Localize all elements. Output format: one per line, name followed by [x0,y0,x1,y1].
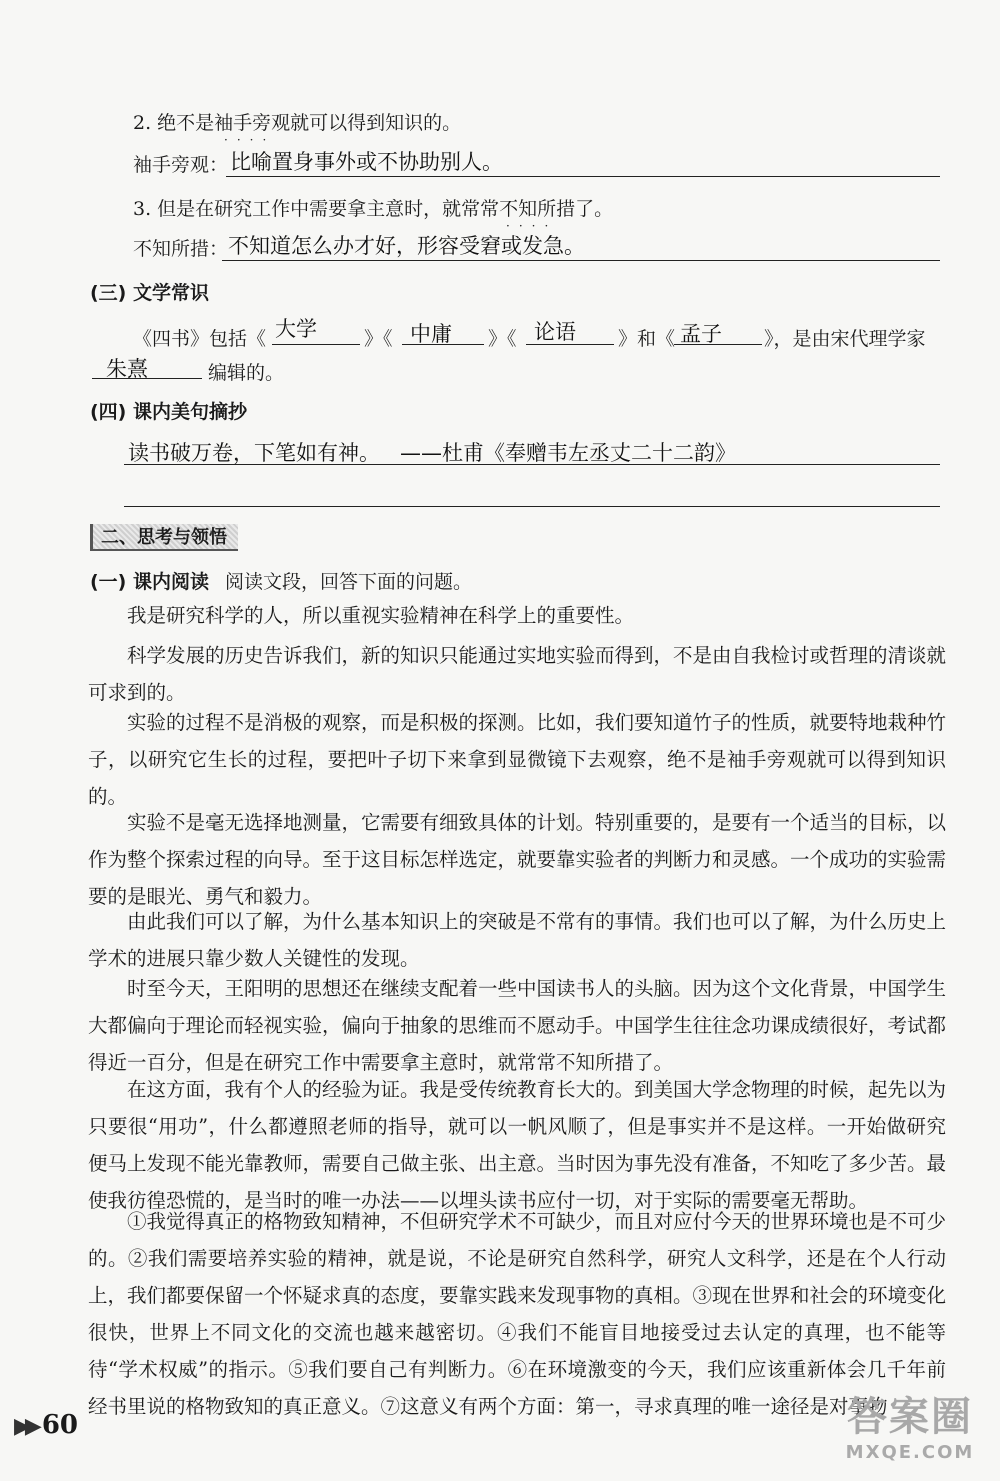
reading-paragraph: 实验不是毫无选择地测量，它需要有细致具体的计划。特别重要的，是要有一个适当的目标，以作为整个探索过程的向导。至于这目标怎样选定，就要靠实验者的判断力和灵感。一个成功的实验需要的是眼光、勇气和毅力。 [88,811,947,908]
reading-instruction: 阅读文段，回答下面的问题。 [225,571,473,593]
section3-text-6: 编辑的。 [208,362,285,384]
watermark [830,1385,990,1463]
section3-answer-4: 孟子 [680,322,722,346]
reading-paragraph: ①我觉得真正的格物致知精神，不但研究学术不可缺少，而且对应付今天的世界环境也是不可少的。②我们需要培养实验的精神，就是说，不论是研究自然科学，研究人文科学，还是在个人行动上，我们都要保留一个怀疑求真的态度，要靠实践来发现事物的真相。③现在世界和社会的环境变化很快，世界上不同文化的交流也越来越密切。④我们不能盲目地接受过去认定的真理，也不能等待“学术权威”的指示。⑤我们要自己有判断力。⑥在环境激变的今天，我们应该重新体会几千年前经书里说的格物致知的真正意义。⑦这意义有两个方面：第一，寻求真理的唯一途径是对事物 [88,1210,947,1418]
reading-paragraph: 我是研究科学的人，所以重视实验精神在科学上的重要性。 [127,604,635,627]
emphasis-dots: ···· [506,219,558,233]
vocab-term-2: 不知所措： [133,238,229,260]
fill-line [92,378,202,379]
section3-text-3: 》《 [488,328,517,350]
section3-answer-2: 中庸 [410,322,452,346]
section3-text-5: 》，是由宋代理学家 [764,328,926,350]
vocab-term-1: 袖手旁观： [133,154,229,176]
answer-line [226,176,940,177]
section3-text-1: 《四书》包括《 [133,328,267,350]
section3-text-4: 》和《 [618,328,676,350]
reading-paragraph: 时至今天，王阳明的思想还在继续支配着一些中国读书人的头脑。因为这个文化背景，中国学生大都偏向于理论而轻视实验，偏向于抽象的思维而不愿动手。中国学生往往念功课成绩很好，考试都得近一百分，但是在研究工作中需要拿主意时，就常常不知所措了。 [88,977,947,1074]
vocab-answer-1: 比喻置身事外或不协助别人。 [230,150,503,174]
fill-line [402,344,484,345]
quote-answer: 读书破万卷，下笔如有神。 ——杜甫《奉赠韦左丞丈二十二韵》 [128,441,737,465]
section-quote-title: (四) 课内美句摘抄 [90,401,247,423]
reading-sub-title: (一) 课内阅读 [90,571,209,593]
section3-text-2: 》《 [364,328,393,350]
reading-paragraph: 实验的过程不是消极的观察，而是积极的探测。比如，我们要知道竹子的性质，就要特地栽种竹子，以研究它生长的过程，要把叶子切下来拿到显微镜下去观察，绝不是袖手旁观就可以得到知识的。 [88,711,947,808]
section3-answer-3: 论语 [534,320,576,344]
reading-paragraph: 由此我们可以了解，为什么基本知识上的突破是不常有的事情。我们也可以了解，为什么历史上学术的进展只靠少数人关键性的发现。 [88,910,947,970]
reading-paragraph: 在这方面，我有个人的经验为证。我是受传统教育长大的。到美国大学念物理的时候，起先以为只要很“用功”，什么都遵照老师的指导，就可以一帆风顺了，但是事实并不是这样。一开始做研究便马上发现不能光靠教师，需要自己做主张、出主意。当时因为事先没有准备，不知吃了多少苦。最使我彷徨恐慌的，是当时的唯一办法——以埋头读书应付一切，对于实际的需要毫无帮助。 [88,1078,947,1212]
double-arrow-icon: ▶▶ [14,1413,36,1439]
vocab-sentence-1: 2. 绝不是袖手旁观就可以得到知识的。 [133,112,462,134]
reading-header [90,567,472,594]
vocab-sentence-2: 3. 但是在研究工作中需要拿主意时，就常常不知所措了。 [133,198,614,220]
section-banner: 二、思考与领悟 [90,524,238,551]
section3-answer-1: 大学 [275,317,317,341]
answer-line [222,260,940,261]
watermark-url: MXQE.COM [845,1442,975,1463]
reading-paragraph: 科学发展的历史告诉我们，新的知识只能通过实地实验而得到，不是由自我检讨或哲理的清谈就可求到的。 [88,644,947,704]
fill-line [526,344,614,345]
answer-line [124,464,940,465]
fill-line [674,344,762,345]
vocab-answer-2: 不知道怎么办才好，形容受窘或发急。 [228,234,585,258]
watermark-logo: 答案圈 [847,1394,973,1440]
section3-answer-5: 朱熹 [106,357,148,381]
answer-line [124,506,940,507]
emphasis-dots: ···· [224,133,276,147]
section-literary-knowledge-title: (三) 文学常识 [90,282,209,304]
fill-line [272,344,360,345]
page-number: ▶▶ 60 [14,1410,79,1440]
